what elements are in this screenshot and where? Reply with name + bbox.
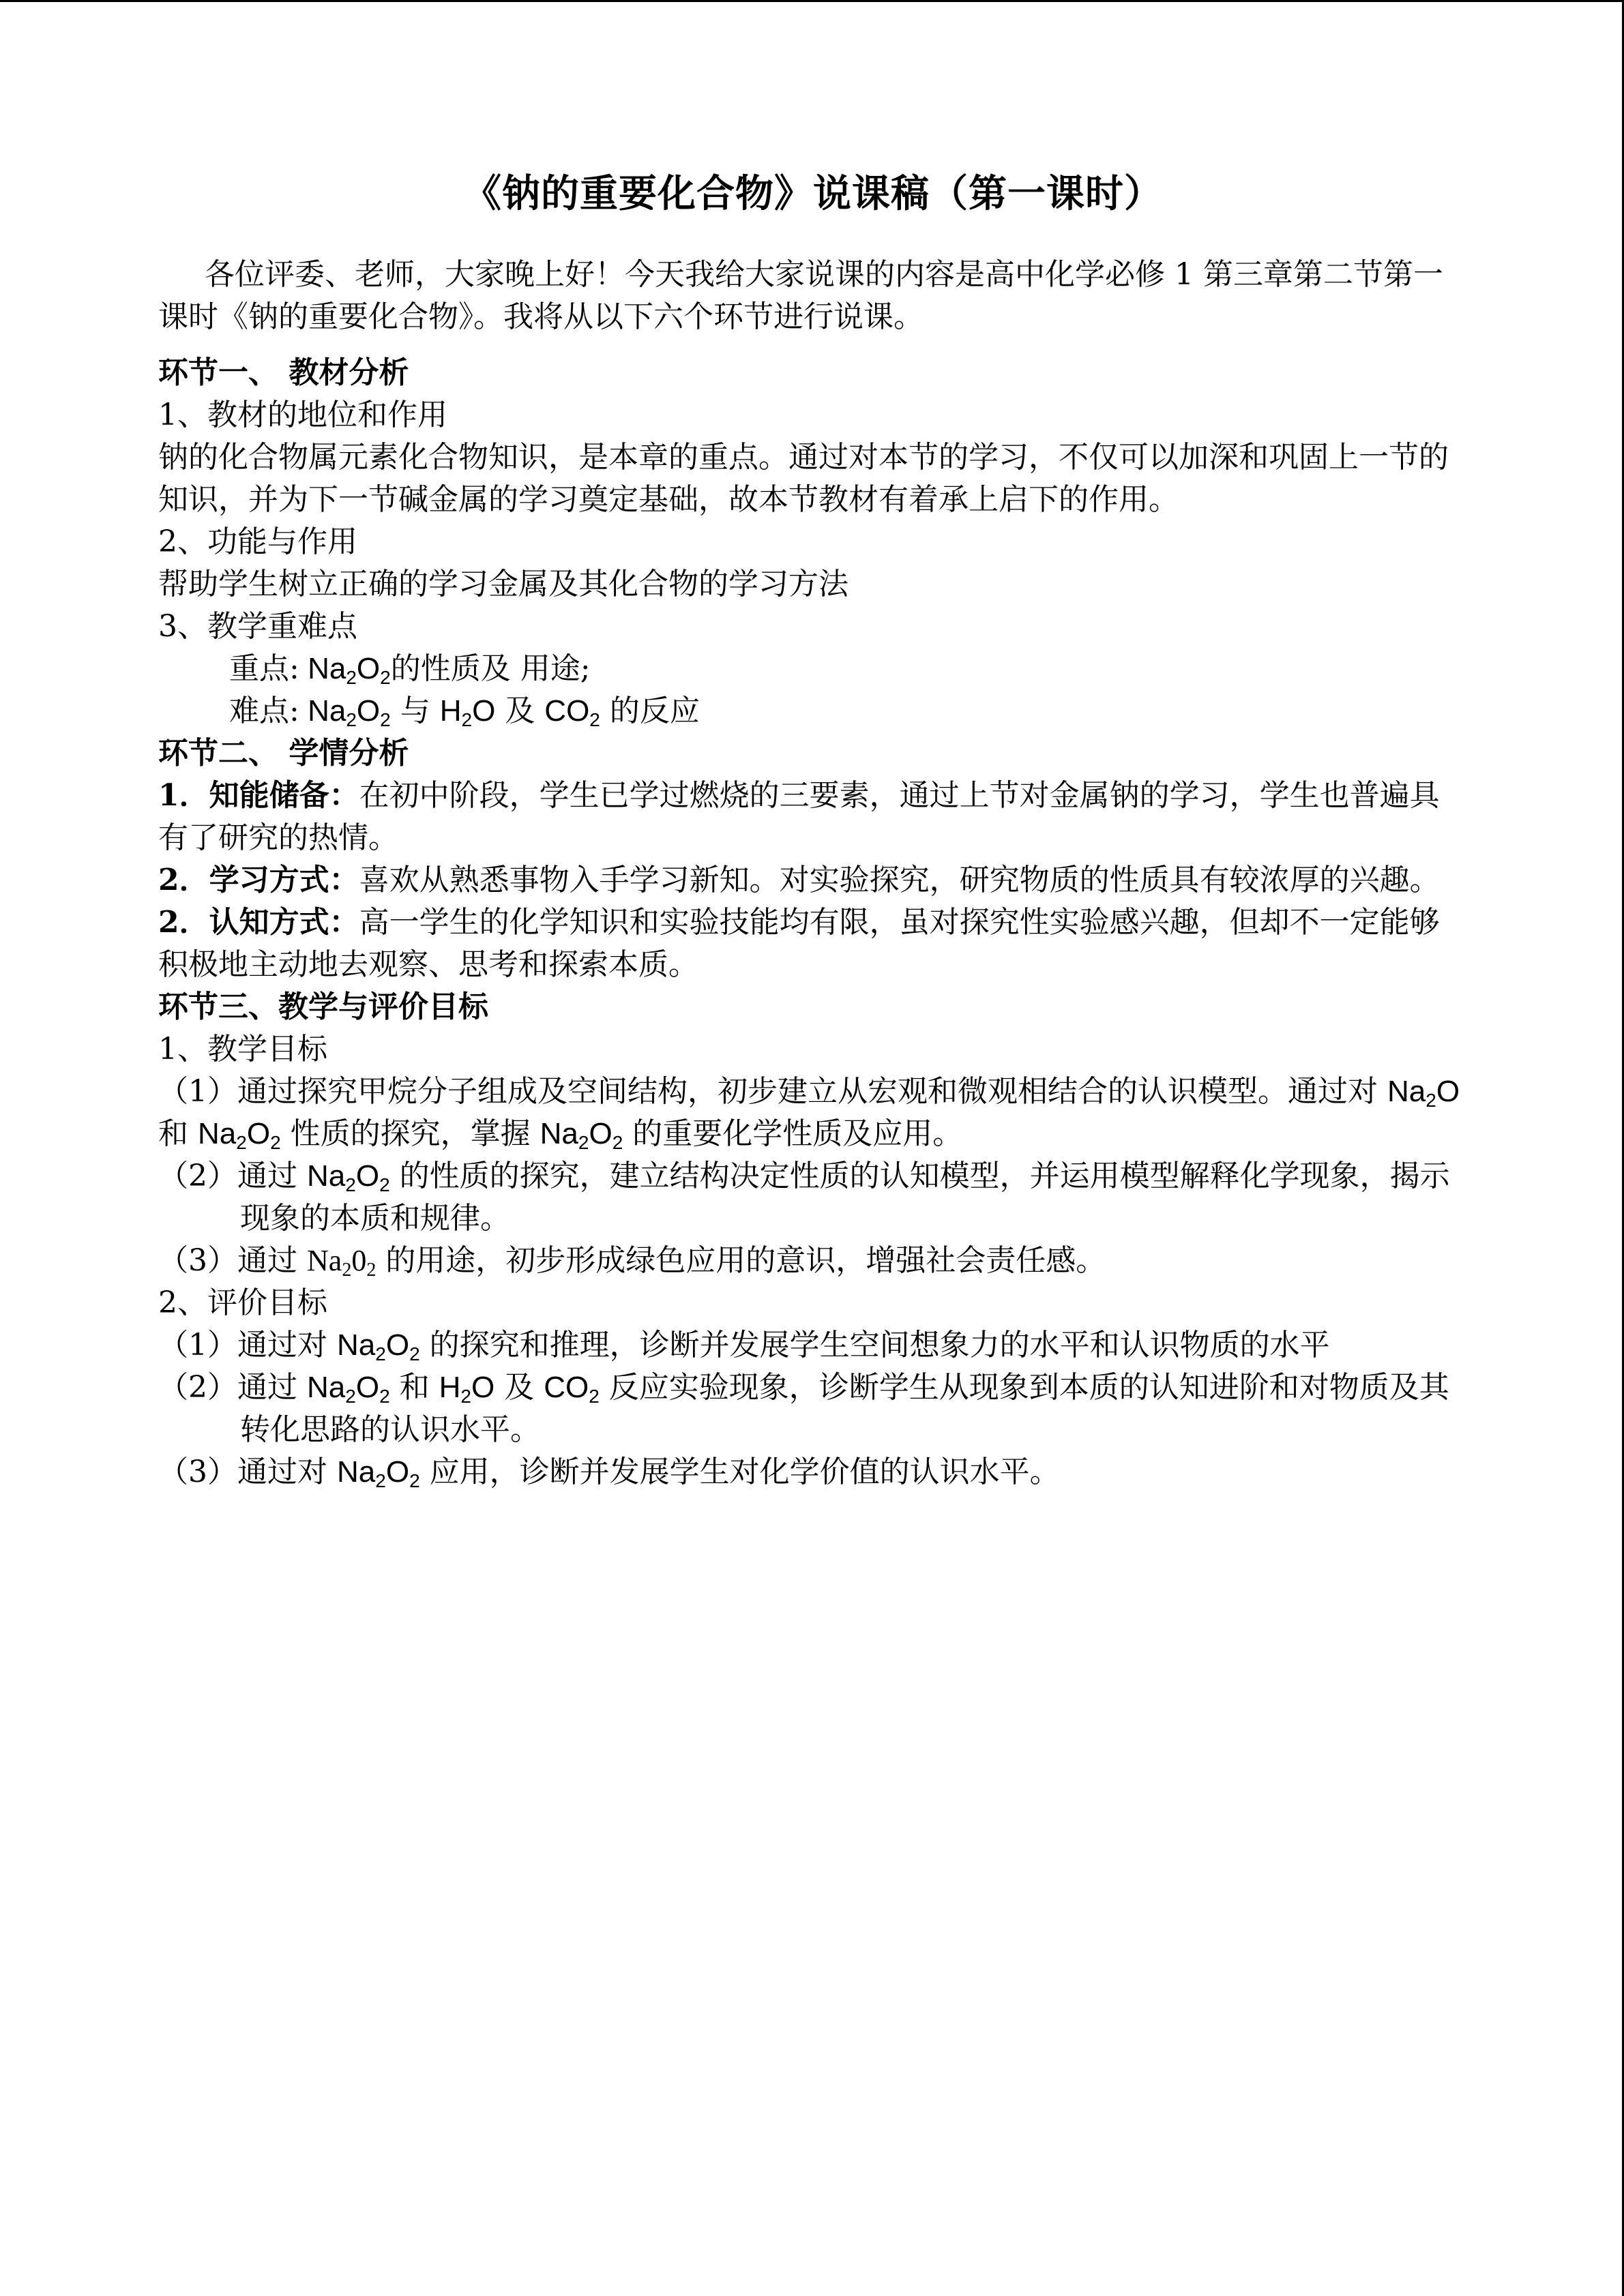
section-heading-2: 环节二、 学情分析 xyxy=(158,736,409,771)
key-point-text: 的性质及 用途; xyxy=(390,651,591,686)
teaching-goal-3: （3）通过 $Na_20_2$ 的用途，初步形成绿色应用的意识，增强社会责任感。 xyxy=(158,1243,1106,1281)
formula-h2o: $H_2O$ xyxy=(439,694,496,730)
page-border-top xyxy=(0,0,1624,2)
formula-na2o2: $Na_2O_2$ xyxy=(308,694,391,730)
learner-item-2: 2．学习方式：喜欢从熟悉事物入手学习新知。对实验探究，研究物质的性质具有较浓厚的兴趣。 xyxy=(158,863,1440,897)
teaching-goals-title: 1、教学目标 xyxy=(158,1032,327,1067)
teaching-goal-1: （1）通过探究甲烷分子组成及空间结构，初步建立从宏观和微观相结合的认识模型。通过对 $Na_2O$ 和 $Na_2O_2$ 性质的探究，掌握 $Na_2O_2$ 的重要化学性质及应用。 xyxy=(158,1074,1460,1153)
formula-co2: $CO_2$ xyxy=(544,694,600,730)
page-title: 《钠的重要化合物》说课稿（第一课时） xyxy=(463,171,1163,216)
evaluation-goal-2: （2）通过 $Na_2O_2$ 和 $H_2O$ 及 $CO_2$ 反应实验现象，诊断学生从现象到本质的认知进阶和对物质及其转化思路的认识水平。 xyxy=(158,1370,1449,1447)
difficult-point-line: 难点: $Na_2O_2$ 与 $H_2O$ 及 $CO_2$ 的反应 xyxy=(229,694,700,730)
subsection-title-1-3: 3、教学重难点 xyxy=(158,609,357,644)
learner-item-1: 1．知能储备：在初中阶段，学生已学过燃烧的三要素，通过上节对金属钠的学习，学生也普遍具有了研究的热情。 xyxy=(158,778,1440,855)
subsection-text-1-1: 钠的化合物属元素化合物知识，是本章的重点。通过对本节的学习，不仅可以加深和巩固上一节的知识，并为下一节碱金属的学习奠定基础，故本节教材有着承上启下的作用。 xyxy=(158,440,1449,517)
section-heading-1: 环节一、 教材分析 xyxy=(158,355,409,390)
subsection-title-1-2: 2、功能与作用 xyxy=(158,524,357,559)
difficult-point-label: 难点: xyxy=(229,694,299,728)
evaluation-goal-3: （3）通过对 $Na_2O_2$ 应用，诊断并发展学生对化学价值的认识水平。 xyxy=(158,1455,1060,1491)
evaluation-goals-title: 2、评价目标 xyxy=(158,1285,327,1320)
subsection-title-1-1: 1、教材的地位和作用 xyxy=(158,398,447,432)
teaching-goal-2: （2）通过 $Na_2O_2$ 的性质的探究，建立结构决定性质的认知模型，并运用模型解释化学现象，揭示现象的本质和规律。 xyxy=(158,1159,1450,1236)
key-point-label: 重点: xyxy=(229,651,299,686)
learner-item-3: 2．认知方式：高一学生的化学知识和实验技能均有限，虽对探究性实验感兴趣，但却不一定能够积极地主动地去观察、思考和探索本质。 xyxy=(158,905,1440,982)
intro-paragraph: 各位评委、老师，大家晚上好！今天我给大家说课的内容是高中化学必修 1 第三章第二节第一课时《钠的重要化合物》。我将从以下六个环节进行说课。 xyxy=(158,257,1443,334)
subsection-text-1-2: 帮助学生树立正确的学习金属及其化合物的学习方法 xyxy=(158,567,848,601)
evaluation-goal-1: （1）通过对 $Na_2O_2$ 的探究和推理，诊断并发展学生空间想象力的水平和认识物质的水平 xyxy=(158,1328,1330,1365)
section-heading-3: 环节三、教学与评价目标 xyxy=(158,989,488,1024)
formula-na2o2: $Na_2O_2$ xyxy=(308,652,391,688)
key-point-line xyxy=(158,648,1468,690)
document-body xyxy=(158,164,1468,1493)
